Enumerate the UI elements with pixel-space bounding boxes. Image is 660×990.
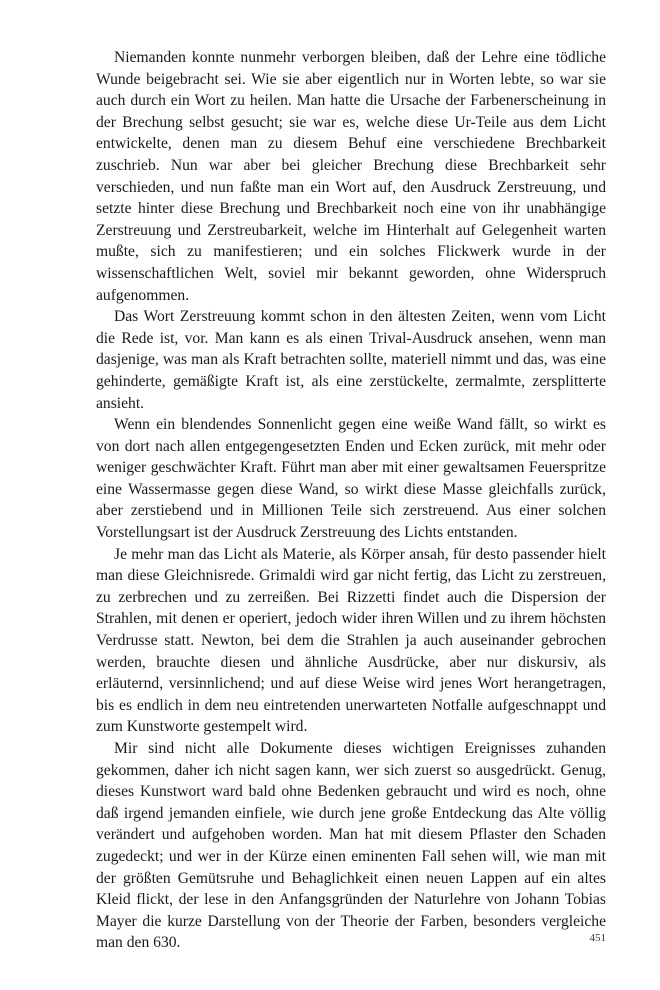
- paragraph: Mir sind nicht alle Dokumente dieses wichtigen Ereignisses zuhanden gekommen, daher ich nicht sagen kann, wer sich zuerst so ausgedrückt. Genug, dieses Kunstwort ward bald ohne Bedenken gebraucht und wird es noch, ohne daß irgend jemanden einfiele, wie durch jene große Entdeckung das Alte völlig verändert und aufgehoben worden. Man hat mit diesem Pflaster den Schaden zugedeckt; und wer in der Kürze einen eminenten Fall sehen will, wie man mit der größten Gemütsruhe und Behaglichkeit einen neuen Lappen auf ein altes Kleid flickt, der lese in den Anfangsgründen der Naturlehre von Johann Tobias Mayer die kurze Darstellung von der Theorie der Farben, besonders vergleiche man den 630.: [96, 740, 606, 952]
- page-number: 451: [589, 932, 606, 944]
- paragraph: Niemanden konnte nunmehr verborgen bleiben, daß der Lehre eine tödliche Wunde beigebracht sei. Wie sie aber eigentlich nur in Worten lebte, so war sie auch durch ein Wort zu heilen. Man hatte die Ursache der Farbenerscheinung in der Brechung selbst gesucht; sie war es, welche diese Ur-Teile aus dem Licht entwickelte, denen man zu diesem Behuf eine verschiedene Brechbarkeit zuschrieb. Nun war aber bei gleicher Brechung diese Brechbarkeit sehr verschieden, und nun faßte man ein Wort auf, den Ausdruck Zerstreuung, und setzte hinter diese Brechung und Brechbarkeit noch eine von ihr unabhängige Zerstreuung und Zerstreubarkeit, welche im Hinterhalt auf Gelegenheit warten mußte, sich zu manifestieren; und ein solches Flickwerk wurde in der wissenschaftlichen Welt, soviel mir bekannt geworden, ohne Widerspruch aufgenommen.: [96, 49, 606, 304]
- paragraph: Je mehr man das Licht als Materie, als Körper ansah, für desto passender hielt man diese Gleichnisrede. Grimaldi wird gar nicht fertig, das Licht zu zerstreuen, zu zerbrechen und zu zerreißen. Bei Rizzetti findet auch die Dispersion der Strahlen, mit denen er operiert, jedoch wider ihren Willen und zu ihrem höchsten Verdrusse statt. Newton, bei dem die Strahlen ja auch auseinander gebrochen werden, brauchte diesen und ähnliche Ausdrücke, aber nur diskursiv, als erläuternd, versinnlichend; und auf diese Weise wird jenes Wort herangetragen, bis es endlich in dem neu eintretenden unerwarteten Notfalle aufgeschnappt und zum Kunstworte gestempelt wird.: [96, 545, 606, 736]
- paragraph: Das Wort Zerstreuung kommt schon in den ältesten Zeiten, wenn vom Licht die Rede ist, vor. Man kann es als einen Trival-Ausdruck ansehen, wenn man dasjenige, was man als Kraft betrachten sollte, materiell nimmt und das, was eine gehinderte, gemäßigte Kraft ist, als eine zerstückelte, zermalmte, zersplitterte ansieht.: [96, 308, 606, 412]
- body-text: [96, 47, 606, 954]
- paragraph: Wenn ein blendendes Sonnenlicht gegen eine weiße Wand fällt, so wirkt es von dort nach allen entgegengesetzten Enden und Ecken zurück, mit mehr oder weniger geschwächter Kraft. Führt man aber mit einer gewaltsamen Feuerspritze eine Wassermasse gegen diese Wand, so wirkt diese Masse gleichfalls zurück, aber zerstiebend und in Millionen Teile sich zerstreuend. Aus einer solchen Vorstellungsart ist der Ausdruck Zerstreuung des Lichts entstanden.: [96, 416, 606, 542]
